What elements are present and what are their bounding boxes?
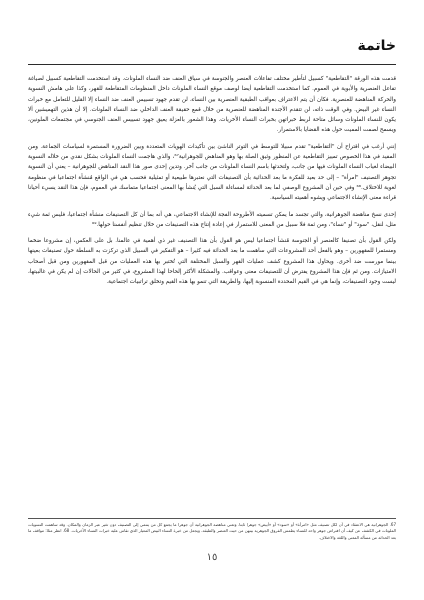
- footnote-rule: [28, 518, 396, 519]
- title-rule: [28, 64, 396, 65]
- paragraph: إحدى نسخ مناهضة الجوهرانية، والتي تجسد ما يمكن تسميته الأطروحة الفجة للإنشاء الاجتماعي، هي أنه بما أن كل التصنيفات منشأة اجتماعيا، فليس ثمة شيء مثل، لنقل، "سود" أو "نساء"، ومن ثمة فلا سبيل من المعنى للاستمرار في إعادة إنتاج هذه التصنيفات من خلال تنظيم أنفسنا حولها.⁶⁹: [28, 211, 396, 228]
- page-number: ١٥: [206, 552, 218, 563]
- section-title: خاتمة: [357, 38, 396, 54]
- footnote: 67. الجوهرانية هي الاعتقاد في أن لكل تصنيف مثل «امرأة» أو «سود» أو «أبيض» جوهرا ثابتا. وتعني مناهضة الجوهرانية أن جوهرا ما يجمع كل من ينتمي إلى التصنيف دون تغير عبر الزمان والمكان. وقد ساهمت النسويات الملونات في الكشف عن كيف أن افتراض جوهر واحد للنساء يطمس الفروق الجوهرية بينهن من حيث العنصر والطبقة، ويجعل من خبرة النساء البيض المعيار الذي تقاس عليه خبرات النساء الأخريات. 68. انظر مثلا: مواقف ما بعد الحداثة من مسألة المعنى واللغة والاختلاف.: [28, 522, 397, 540]
- paragraph: قدمت هذه الورقة "التقاطعية" كسبيل لتأطير مختلف تفاعلات العنصر والجنوسة في سياق العنف ضد النساء الملونات. وقد استخدمت التقاطعية كسبيل لصياغة تفاعل العنصرية والأبوية في العموم. كما استخدمت التقاطعية أيضا لوصف موقع النساء الملونات داخل المنظومات المتقاطعة للقهر، وكذا على هامش النسوية والحركة المناهضة للعنصرية. فكان أن يتم الاعتراف بعواقب الطبقية العنصرية بين النساء، لن تقدم جهود تسييس العنف ضد النساء إلا القليل للتعامل مع خبرات النساء غير البيض. وفي الوقت ذاته، لن تتقدم الأجندة المناهضة للعنصرية من خلال قمع حقيقة العنف الداخلي ضد النساء الملونات. إلا أن هذين التهميشين ألا يكون للنساء الملونات وسائل متاحة لربط خبراتهن بخبرات النساء الأخريات. وهذا الشعور بالعزلة يعيق جهود تسييس العنف الجنوسي في مجتمعات الملونين، ويسمح لصمت المميت حول هذه القضايا بالاستمرار.: [28, 76, 396, 134]
- paragraph: ولكن القول بأن تصنيفا كالعنصر أو الجنوسة مُنشأ اجتماعيا ليس هو القول بأن هذا التصنيف غير ذي أهمية في عالمنا. بل على العكس، إن مشروعا ضخما ومستمرا للمقهورين – وهو بالفعل أحد المشروعات التي ساهمت ما بعد الحداثة فيه كثيرا – هو التفكير في السبيل الذي تركزت به السلطة حول تصنيفات بعينها بينما مورست ضد أخرى. ويحاول هذا المشروع كشف عمليات القهر والسبل المختلفة التي تُختبر بها هذه العمليات من قبل المقهورين ومن قبل أصحاب الامتيازات. ومن ثم فإن هذا المشروع يفترض أن للتصنيفات معنى وعواقب. والمشكلة الأكثر إلحاحا لهذا المشروع، في كثير من الحالات إن لم يكن في غالبيتها، ليست وجود التصنيفات، وإنما هي في القيم المحددة المنسوبة إليها، والطريقة التي تنمو بها هذه القيم وتخلق تراتبيات اجتماعية.: [28, 238, 396, 286]
- paragraph: إنني أرغب في اقتراح أن "التقاطعية" تقدم سبيلا للتوسط في التوتر الناشئ بين تأكيدات الهويات المتعددة وبين الضرورة المستمرة لسياسات الجماعة. ومن المفيد في هذا الخصوص تمييز التقاطعية عن المنظور وثيق الصلة بها وهو المناهض للجوهرانية⁶⁷، والذي هاجمت النساء الملونات بشكل نقدي من خلاله النسوية البيضاء لغياب النساء الملونات فيها من جانب، ولتحدثها باسم النساء الملونات من جانب آخر. وتدين إحدى صور هذا النقد المناهض للجوهرانية – يعني أن النسوية تجوهر التصنيف "امرأة" – إلى حد بعيد للفكرة ما بعد الحداثية بأن التصنيفات التي نعتبرها طبيعية أو تمثيلية فحسب هي في الواقع مُنشأة اجتماعيا في منظومة لغوية للاختلاف.⁶⁸ وفي حين أن المشروع الوصفي لما بعد الحداثة لمساءلة السبل التي يُنشأ بها المعنى اجتماعيا متماسك في العموم، فإن هذا النقد يسيء أحيانا قراءة معنى الإنشاء الاجتماعي ويشوه أهميته السياسية.: [28, 143, 396, 202]
- body-text: [28, 74, 396, 294]
